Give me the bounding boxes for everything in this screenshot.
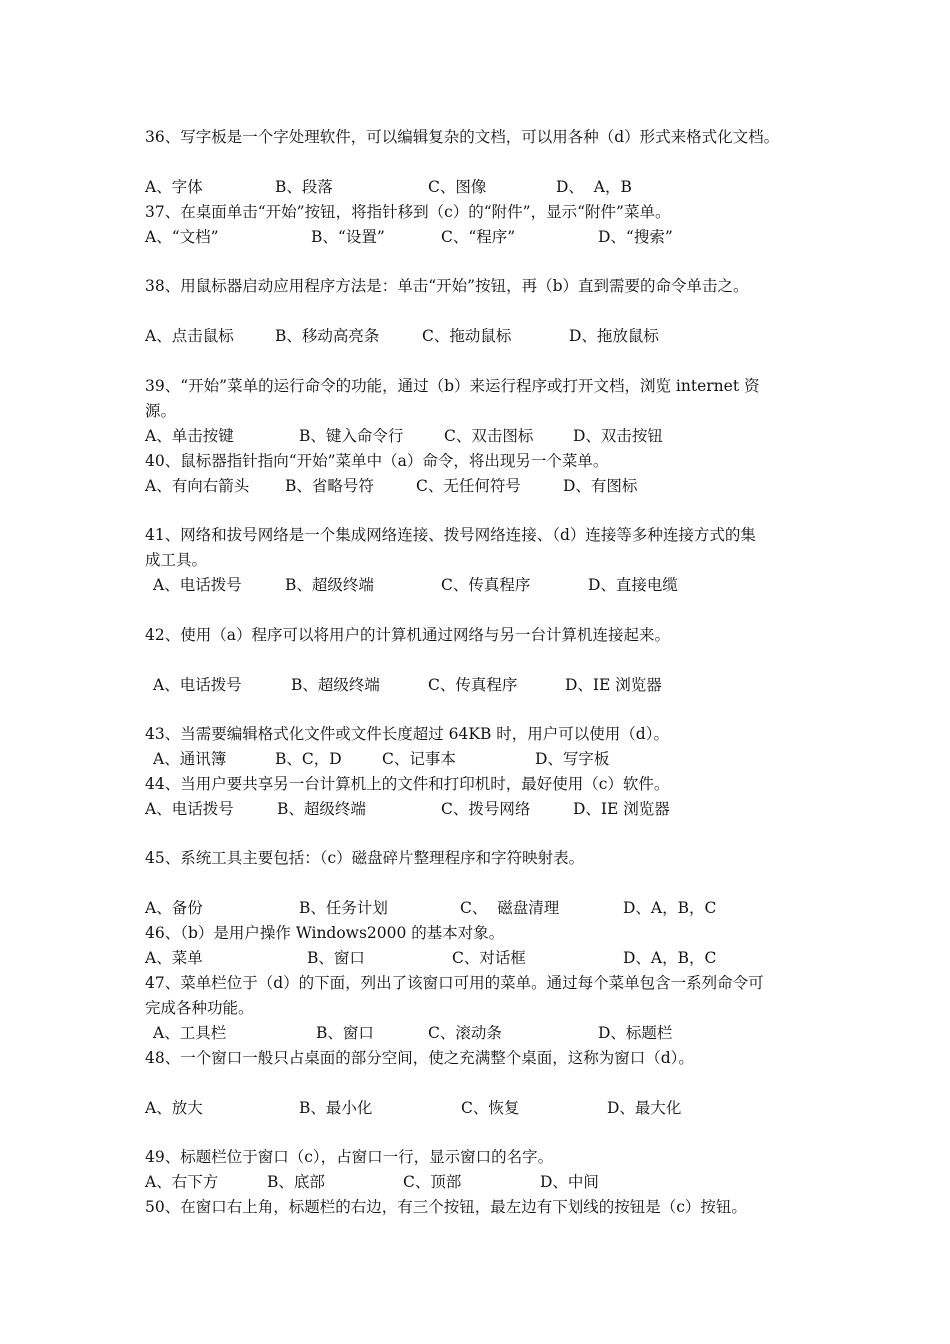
- option-c: C、滚动条: [428, 1024, 502, 1042]
- option-a: A、电话拨号: [153, 576, 242, 594]
- option-c: C、无任何符号: [416, 477, 521, 495]
- option-c: C、 磁盘清理: [460, 899, 560, 917]
- option-b: B、任务计划: [299, 899, 388, 917]
- option-a: A、菜单: [145, 949, 203, 967]
- option-c: C、对话框: [452, 949, 526, 967]
- question-47-cont: 完成各种功能。: [145, 999, 254, 1017]
- option-d: D、 A，B: [556, 178, 632, 196]
- option-b: B、超级终端: [285, 576, 374, 594]
- option-a: A、电话拨号: [145, 800, 234, 818]
- option-b: B、超级终端: [291, 676, 380, 694]
- option-b: B、底部: [267, 1173, 325, 1191]
- option-c: C、图像: [428, 178, 487, 196]
- question-36: 36、写字板是一个字处理软件，可以编辑复杂的文档，可以用各种（d）形式来格式化文档。: [145, 128, 780, 146]
- option-c: C、记事本: [382, 750, 456, 768]
- option-c: C、拖动鼠标: [422, 327, 512, 345]
- option-c: C、“程序”: [441, 228, 516, 246]
- option-c: C、顶部: [403, 1173, 462, 1191]
- option-d: D、“搜索”: [598, 228, 673, 246]
- option-b: B、“设置”: [311, 228, 385, 246]
- option-d: D、A，B，C: [623, 949, 717, 967]
- option-a: A、工具栏: [153, 1024, 227, 1042]
- option-b: B、段落: [275, 178, 333, 196]
- option-a: A、电话拨号: [153, 676, 242, 694]
- option-b: B、窗口: [307, 949, 365, 967]
- question-38: 38、用鼠标器启动应用程序方法是：单击“开始”按钮，再（b）直到需要的命令单击之。: [145, 277, 749, 295]
- option-a: A、放大: [145, 1099, 203, 1117]
- option-b: B、C，D: [275, 750, 342, 768]
- question-48: 48、一个窗口一般只占桌面的部分空间，使之充满整个桌面，这称为窗口（d）。: [145, 1049, 694, 1067]
- question-39: 39、“开始”菜单的运行命令的功能，通过（b）来运行程序或打开文档，浏览 internet 资: [145, 377, 760, 395]
- option-d: D、中间: [540, 1173, 599, 1191]
- question-41-cont: 成工具。: [145, 551, 208, 569]
- option-c: C、拨号网络: [441, 800, 531, 818]
- question-46: 46、（b）是用户操作 Windows2000 的基本对象。: [145, 924, 505, 942]
- question-40: 40、鼠标器指针指向“开始”菜单中（a）命令，将出现另一个菜单。: [145, 452, 609, 470]
- option-a: A、点击鼠标: [145, 327, 234, 345]
- option-a: A、字体: [145, 178, 203, 196]
- question-41: 41、网络和拔号网络是一个集成网络连接、拨号网络连接、（d）连接等多种连接方式的集: [145, 526, 756, 544]
- option-d: D、A，B，C: [623, 899, 717, 917]
- option-d: D、IE 浏览器: [573, 800, 670, 818]
- option-d: D、标题栏: [598, 1024, 673, 1042]
- question-44: 44、当用户要共享另一台计算机上的文件和打印机时，最好使用（c）软件。: [145, 775, 670, 793]
- question-47: 47、菜单栏位于（d）的下面，列出了该窗口可用的菜单。通过每个菜单包含一系列命令可: [145, 974, 764, 992]
- question-43: 43、当需要编辑格式化文件或文件长度超过 64KB 时，用户可以使用（d）。: [145, 725, 669, 743]
- option-d: D、双击按钮: [573, 427, 663, 445]
- option-d: D、拖放鼠标: [569, 327, 659, 345]
- option-a: A、单击按键: [145, 427, 234, 445]
- option-d: D、最大化: [607, 1099, 682, 1117]
- option-b: B、移动高亮条: [275, 327, 380, 345]
- option-b: B、省略号符: [285, 477, 374, 495]
- option-b: B、最小化: [299, 1099, 373, 1117]
- option-d: D、IE 浏览器: [565, 676, 662, 694]
- option-b: B、超级终端: [277, 800, 366, 818]
- option-b: B、窗口: [316, 1024, 374, 1042]
- option-c: C、双击图标: [444, 427, 534, 445]
- option-a: A、通讯簿: [153, 750, 227, 768]
- option-a: A、“文档”: [145, 228, 219, 246]
- question-42: 42、使用（a）程序可以将用户的计算机通过网络与另一台计算机连接起来。: [145, 626, 670, 644]
- option-a: A、备份: [145, 899, 203, 917]
- option-b: B、键入命令行: [299, 427, 404, 445]
- option-d: D、有图标: [563, 477, 638, 495]
- option-a: A、有向右箭头: [145, 477, 250, 495]
- option-c: C、传真程序: [428, 676, 518, 694]
- question-45: 45、系统工具主要包括：（c）磁盘碎片整理程序和字符映射表。: [145, 849, 585, 867]
- option-d: D、直接电缆: [588, 576, 678, 594]
- option-a: A、右下方: [145, 1173, 219, 1191]
- question-37: 37、在桌面单击“开始”按钮，将指针移到（c）的“附件”，显示“附件”菜单。: [145, 203, 671, 221]
- option-c: C、传真程序: [441, 576, 531, 594]
- question-50: 50、在窗口右上角，标题栏的右边，有三个按钮，最左边有下划线的按钮是（c）按钮。: [145, 1198, 747, 1216]
- question-49: 49、标题栏位于窗口（c），占窗口一行，显示窗口的名字。: [145, 1148, 554, 1166]
- question-39-cont: 源。: [145, 402, 177, 420]
- option-d: D、写字板: [535, 750, 610, 768]
- option-c: C、恢复: [461, 1099, 520, 1117]
